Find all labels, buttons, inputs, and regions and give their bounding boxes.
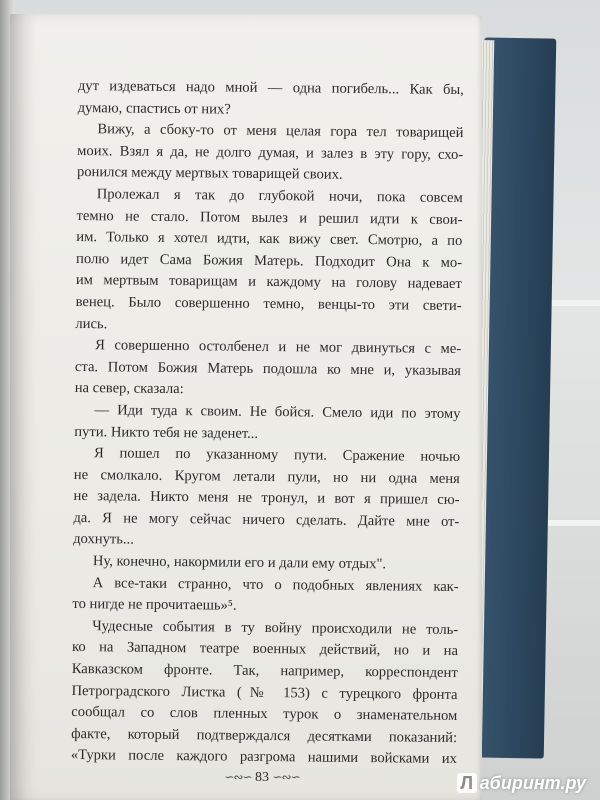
text-line: «Турки после каждого разгрома нашими войсками их [70,747,457,768]
text-line: Я совершенно остолбенел и не мог двинуться с ме- [95,337,462,358]
labirint-watermark [457,773,586,794]
text-line: Ну, конечно, накормили его и дали ему отдых". [92,553,387,573]
text-line: венец. Было совершенно темно, венцы-то эти свети- [75,293,462,314]
text-line: да. Я не могу сейчас ничего сделать. Дайте мне от- [73,509,460,530]
page-number-value: 83 [255,770,269,785]
text-line: факте, который подтверждался десятками показаний: [71,725,458,746]
text-line: лись. [75,315,108,332]
text-line: не смолкало. Кругом летали пули, но ни одна меня [73,466,460,487]
text-line: Петроградского Листка (№ 153) с турецкого фронта [71,682,458,703]
text-line: Чудесные события в ту войну происходили не толь- [92,618,459,638]
text-line: Кавказском фронте. Так, например, корреспондент [71,660,458,682]
text-line: ко на Западном театре военных действий, но и на [71,639,459,660]
text-line: сообщал со слов пленных турок о знаменательном [71,704,458,725]
text-line: полю идет Сама Божия Матерь. Подходит Она к мо- [76,250,463,271]
text-line: пути. Никто тебя не заденет... [74,423,259,442]
page-text-block [71,76,464,771]
text-line: Пролежал я так до глубокой ночи, пока совсем [96,186,463,207]
watermark-text: абиринт.ру [479,773,586,793]
text-line: не задела. Никто меня не тронул, и вот я пришел сю- [73,488,460,509]
text-line: то нигде не прочитаешь»⁵. [72,596,237,614]
text-line: Я пошел по указанному пути. Сражение ночью [93,445,461,466]
text-line: — Иди туда к своим. Не бойся. Смело иди по этому [94,402,461,422]
text-line: на север, сказала: [74,380,184,398]
labirint-logo-icon: Л [457,773,477,793]
text-line: им. Только я хотел идти, как вижу свет. Смотрю, а по [76,229,463,250]
text-line: дут издеваться надо мной — одна погибель... Как бы, [77,77,464,99]
text-line: дохнуть... [73,531,134,549]
text-line: им мертвым товарищам и каждому на голову надевает [75,272,462,293]
right-ornament-icon: ∽∾∽ [272,770,300,784]
text-line: темно не стало. Потом вылез и решил идти к свои- [76,207,463,228]
text-line: А все-таки странно, что о подобных явлениях как- [92,574,459,595]
left-ornament-icon: ∽∾∽ [224,770,252,784]
text-line: ста. Потом Божия Матерь подошла ко мне и, указывая [74,358,462,379]
text-line: думаю, спастись от них? [77,99,231,118]
text-line: ронился между мертвых товарищей своих. [76,164,343,184]
page-number [212,770,312,786]
text-line: моих. Взял я да, не долго думая, и залез в эту гору, схо- [77,142,464,163]
text-line: Вижу, а сбоку-то от меня целая гора тел товарищей [97,121,464,142]
